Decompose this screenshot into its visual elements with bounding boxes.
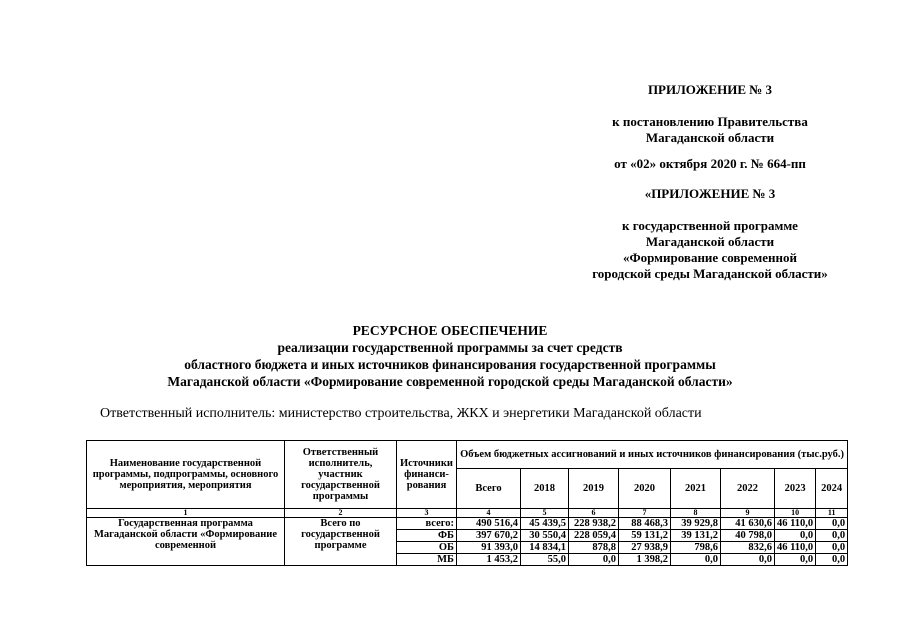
header-total: Всего <box>457 469 521 509</box>
value-cell: 878,8 <box>569 542 619 554</box>
title-line4: Магаданской области «Формирование современной городской среды Магаданской области» <box>167 374 733 389</box>
header-year: 2023 <box>775 469 816 509</box>
value-cell: 59 131,2 <box>619 530 671 542</box>
value-cell: 0,0 <box>775 554 816 566</box>
value-cell: 91 393,0 <box>457 542 521 554</box>
value-cell: 46 110,0 <box>775 542 816 554</box>
program-name-cell: Государственная программа Магаданской области «Формирование современной <box>87 518 285 566</box>
header-source: Источники финанси-рования <box>397 441 457 509</box>
column-index: 1 <box>87 509 285 518</box>
value-cell: 490 516,4 <box>457 518 521 530</box>
appendix-header <box>560 82 860 282</box>
header-year: 2022 <box>721 469 775 509</box>
header-year: 2021 <box>671 469 721 509</box>
appendix-number: ПРИЛОЖЕНИЕ № 3 <box>647 82 773 97</box>
value-cell: 798,6 <box>671 542 721 554</box>
title-line3: областного бюджета и иных источников финансирования государственной программы <box>184 357 716 372</box>
value-cell: 0,0 <box>775 530 816 542</box>
document-title <box>60 322 840 390</box>
program-appendix-number: «ПРИЛОЖЕНИЕ № 3 <box>644 186 776 201</box>
value-cell: 0,0 <box>721 554 775 566</box>
title-line2: реализации государственной программы за счет средств <box>277 340 623 355</box>
program-ref-line1: к государственной программе <box>622 218 798 233</box>
table-row <box>87 518 848 530</box>
value-cell: 228 938,2 <box>569 518 619 530</box>
column-index: 5 <box>521 509 569 518</box>
header-name: Наименование государственной программы, подпрограммы, основного мероприятия, мероприятия <box>87 441 285 509</box>
source-cell: ФБ <box>397 530 457 542</box>
value-cell: 40 798,0 <box>721 530 775 542</box>
value-cell: 0,0 <box>816 518 848 530</box>
decree-ref-line1: к постановлению Правительства <box>612 114 808 129</box>
value-cell: 0,0 <box>671 554 721 566</box>
title-line1: РЕСУРСНОЕ ОБЕСПЕЧЕНИЕ <box>352 323 548 338</box>
program-executor-cell: Всего по государственной программе <box>285 518 397 566</box>
value-cell: 0,0 <box>569 554 619 566</box>
value-cell: 0,0 <box>816 554 848 566</box>
header-year: 2024 <box>816 469 848 509</box>
value-cell: 88 468,3 <box>619 518 671 530</box>
header-executor: Ответственный исполнитель, участник государственной программы <box>285 441 397 509</box>
value-cell: 397 670,2 <box>457 530 521 542</box>
value-cell: 30 550,4 <box>521 530 569 542</box>
responsible-executor: Ответственный исполнитель: министерство строительства, ЖКХ и энергетики Магаданской области <box>100 406 702 421</box>
resource-table <box>86 440 848 566</box>
value-cell: 46 110,0 <box>775 518 816 530</box>
source-cell: МБ <box>397 554 457 566</box>
program-ref-line3: «Формирование современной <box>622 250 798 265</box>
column-index-row <box>87 509 848 518</box>
column-index: 10 <box>775 509 816 518</box>
column-index: 4 <box>457 509 521 518</box>
program-ref-line4: городской среды Магаданской области» <box>592 266 828 281</box>
header-year: 2019 <box>569 469 619 509</box>
value-cell: 55,0 <box>521 554 569 566</box>
value-cell: 39 131,2 <box>671 530 721 542</box>
source-cell: всего: <box>397 518 457 530</box>
value-cell: 0,0 <box>816 530 848 542</box>
value-cell: 0,0 <box>816 542 848 554</box>
column-index: 11 <box>816 509 848 518</box>
value-cell: 45 439,5 <box>521 518 569 530</box>
header-volume: Объем бюджетных ассигнований и иных источников финансирования (тыс.руб.) <box>457 441 848 469</box>
value-cell: 39 929,8 <box>671 518 721 530</box>
column-index: 6 <box>569 509 619 518</box>
value-cell: 41 630,6 <box>721 518 775 530</box>
program-ref-line2: Магаданской области <box>645 234 775 249</box>
column-index: 2 <box>285 509 397 518</box>
value-cell: 1 398,2 <box>619 554 671 566</box>
source-cell: ОБ <box>397 542 457 554</box>
value-cell: 14 834,1 <box>521 542 569 554</box>
value-cell: 27 938,9 <box>619 542 671 554</box>
header-year: 2020 <box>619 469 671 509</box>
column-index: 3 <box>397 509 457 518</box>
column-index: 7 <box>619 509 671 518</box>
header-year: 2018 <box>521 469 569 509</box>
value-cell: 832,6 <box>721 542 775 554</box>
value-cell: 1 453,2 <box>457 554 521 566</box>
decree-ref-line2: Магаданской области <box>645 130 775 145</box>
value-cell: 228 059,4 <box>569 530 619 542</box>
decree-date: от «02» октября 2020 г. № 664-пп <box>614 156 806 171</box>
column-index: 8 <box>671 509 721 518</box>
column-index: 9 <box>721 509 775 518</box>
